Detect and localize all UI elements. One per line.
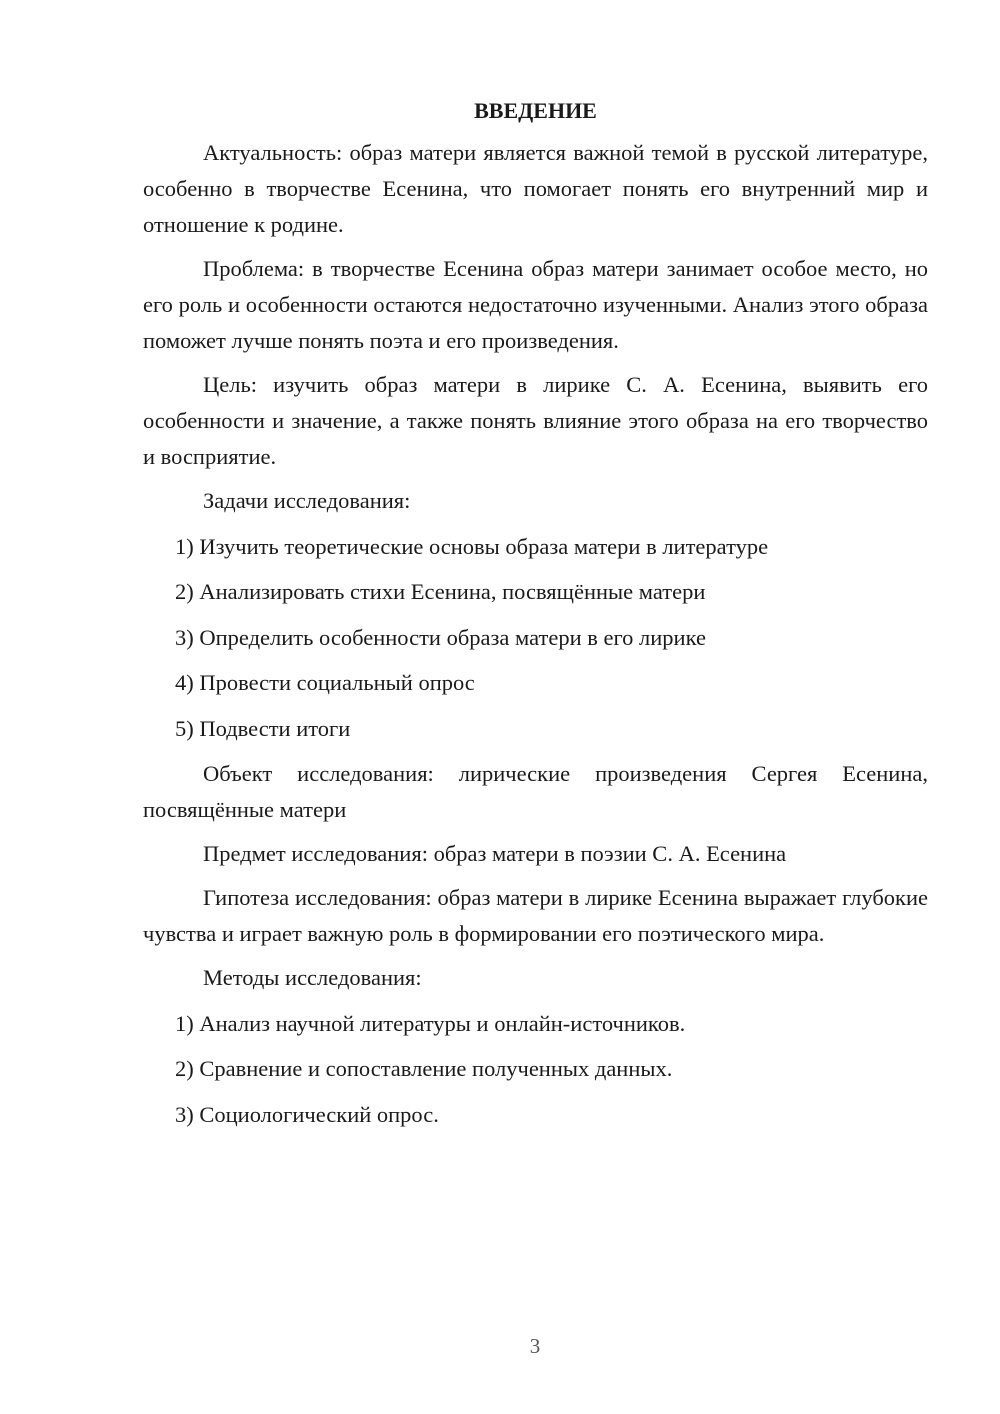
relevance-paragraph: Актуальность: образ матери является важной темой в русской литературе, особенно в творчестве Есенина, что помогает понять его внутренний мир и отношение к родине.	[143, 140, 928, 237]
list-item: 1) Изучить теоретические основы образа матери в литературе	[175, 533, 769, 559]
object-paragraph: Объект исследования: лирические произведения Сергея Есенина, посвящённые матери	[143, 761, 928, 822]
list-item: 5) Подвести итоги	[175, 715, 351, 741]
list-item: 3) Определить особенности образа матери в его лирике	[175, 624, 706, 650]
subject-paragraph: Предмет исследования: образ матери в поэзии С. А. Есенина	[203, 841, 787, 866]
page-number: 3	[529, 1334, 541, 1358]
tasks-list	[143, 529, 928, 747]
page-content	[143, 93, 928, 1142]
list-item: 2) Сравнение и сопоставление полученных данных.	[175, 1056, 673, 1081]
methods-heading: Методы исследования:	[203, 965, 422, 990]
tasks-heading: Задачи исследования:	[203, 488, 411, 513]
list-item: 4) Провести социальный опрос	[175, 670, 475, 695]
list-item: 1) Анализ научной литературы и онлайн-источников.	[175, 1010, 686, 1036]
methods-list	[143, 1006, 928, 1133]
section-title: ВВЕДЕНИЕ	[474, 98, 597, 123]
problem-paragraph: Проблема: в творчестве Есенина образ матери занимает особое место, но его роль и особенности остаются недостаточно изученными. Анализ этого образа поможет лучше понять поэта и его произведения.	[143, 256, 928, 353]
hypothesis-paragraph: Гипотеза исследования: образ матери в лирике Есенина выражает глубокие чувства и играет важную роль в формировании его поэтического мира.	[143, 885, 928, 946]
list-item: 2) Анализировать стихи Есенина, посвящённые матери	[175, 579, 706, 604]
list-item: 3) Социологический опрос.	[175, 1101, 439, 1127]
goal-paragraph: Цель: изучить образ матери в лирике С. А. Есенина, выявить его особенности и значение, а также понять влияние этого образа на его творчество и восприятие.	[143, 372, 928, 469]
